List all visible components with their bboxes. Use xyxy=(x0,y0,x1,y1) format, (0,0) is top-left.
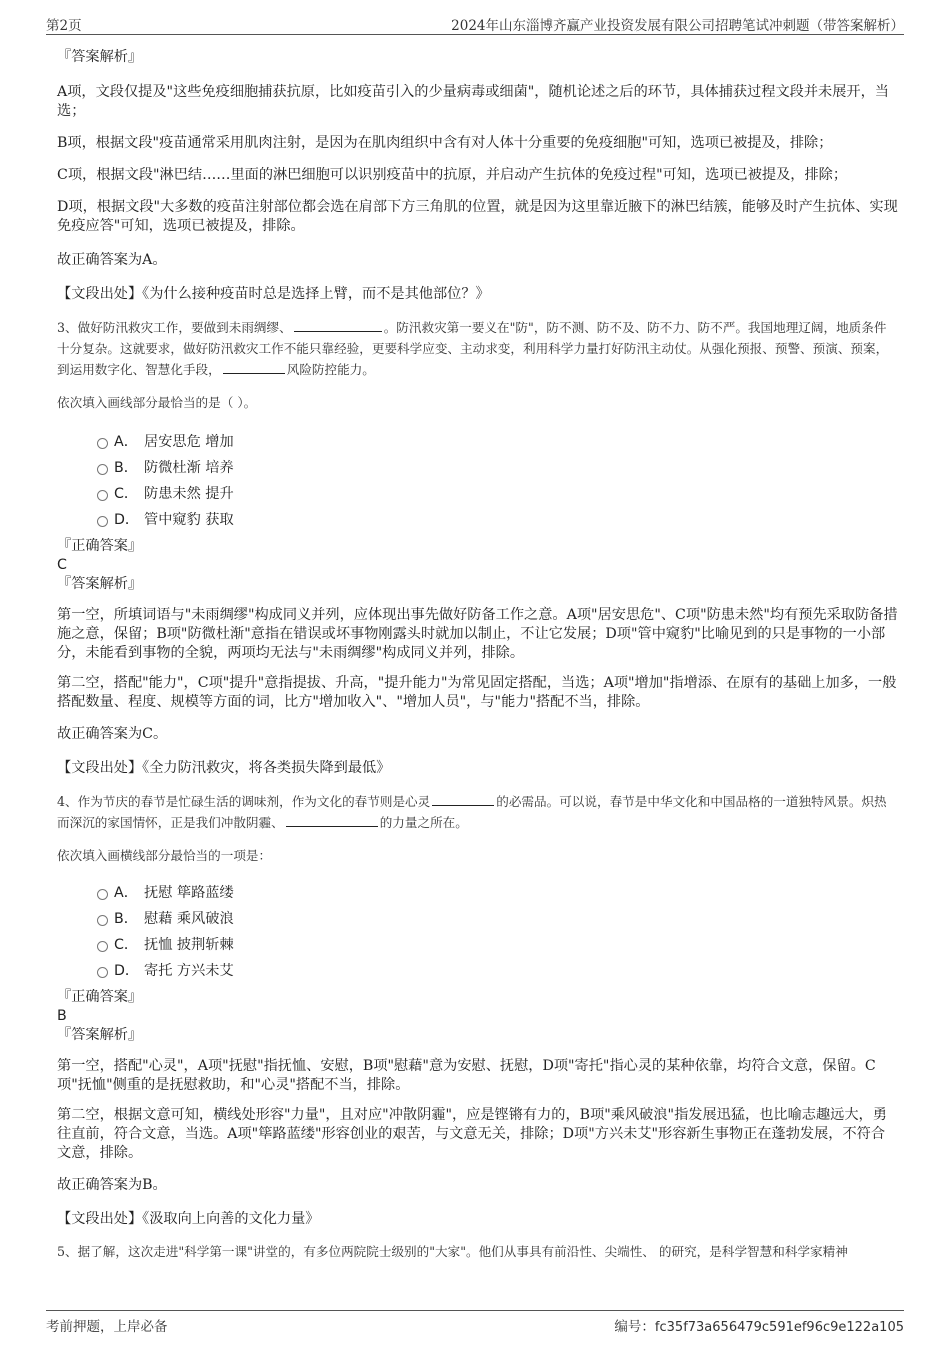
q4-prompt: 依次填入画横线部分最恰当的一项是： xyxy=(57,848,272,863)
q5-stem: 5、据了解，这次走进"科学第一课"讲堂的，有多位两院院士级别的"大家"。他们从事具有前沿性、尖端性、 的研究，是科学智慧和科学家精神 xyxy=(57,1244,848,1259)
q4-options xyxy=(57,880,899,984)
q3-answer-title: 『正确答案』 xyxy=(57,538,143,554)
q2-analysis-c: C项，根据文段"淋巴结……里面的淋巴细胞可以识别疫苗中的抗原，并启动产生抗体的免疫过程"可知，选项已被提及，排除； xyxy=(57,167,848,183)
q4-option-a[interactable]: A． 抚慰 筚路蓝缕 xyxy=(57,880,899,906)
q3-answer: C xyxy=(57,557,67,573)
q4-option-d[interactable]: D． 寄托 方兴未艾 xyxy=(57,958,899,984)
page-number: 第2页 xyxy=(46,18,82,34)
q3-option-d[interactable]: D． 管中窥豹 获取 xyxy=(57,507,899,533)
q3-analysis-p2: 第二空，搭配"能力"，C项"提升"意指提拔、升高，"提升能力"为常见固定搭配，当选；A项"增加"指增添、在原有的基础上加多，一般搭配数量、程度、规模等方面的词，比方"增加收入"、"增加人员"，与"能力"搭配不当，排除。 xyxy=(57,675,897,710)
q3-stem-part1: 3、做好防汛救灾工作，要做到未雨绸缪、 xyxy=(57,320,292,335)
q3-conclusion: 故正确答案为C。 xyxy=(57,726,168,742)
page-footer xyxy=(46,1310,904,1335)
q3-prompt: 依次填入画线部分最恰当的是（ ）。 xyxy=(57,395,257,410)
q3-blank-1 xyxy=(294,319,382,332)
q2-analysis-d: D项，根据文段"大多数的疫苗注射部位都会选在肩部下方三角肌的位置，就是因为这里靠近腋下的淋巴结簇，能够及时产生抗体、实现免疫应答"可知，选项已被提及，排除。 xyxy=(57,199,898,234)
q4-conclusion: 故正确答案为B。 xyxy=(57,1177,167,1193)
document-code: 编号：fc35f73a656479c591ef96c9e122a105 xyxy=(614,1319,904,1335)
radio-icon[interactable] xyxy=(97,889,108,900)
page-content xyxy=(57,42,899,1262)
q4-option-c[interactable]: C． 抚恤 披荆斩棘 xyxy=(57,932,899,958)
q3-options xyxy=(57,429,899,533)
document-title: 2024年山东淄博齐赢产业投资发展有限公司招聘笔试冲刺题（带答案解析） xyxy=(451,18,904,34)
q3-analysis-p1: 第一空，所填词语与"未雨绸缪"构成同义并列，应体现出事先做好防备工作之意。A项"居安思危"、C项"防患未然"均有预先采取防备措施之意，保留；B项"防微杜渐"意指在错误或坏事物刚露头时就加以制止，不让它发展；D项"管中窥豹"比喻见到的只是事物的一小部分，未能看到事物的全貌，两项均无法与"未雨绸缪"构成同义并列，排除。 xyxy=(57,607,898,661)
q2-conclusion: 故正确答案为A。 xyxy=(57,252,167,268)
q2-source: 【文段出处】《为什么接种疫苗时总是选择上臂，而不是其他部位？》 xyxy=(57,286,490,302)
q3-option-a[interactable]: A． 居安思危 增加 xyxy=(57,429,899,455)
q2-analysis-a: A项，文段仅提及"这些免疫细胞捕获抗原，比如疫苗引入的少量病毒或细菌"，随机论述之后的环节，具体捕获过程文段并未展开，当选； xyxy=(57,84,889,119)
radio-icon[interactable] xyxy=(97,941,108,952)
q4-blank-1 xyxy=(432,793,494,806)
radio-icon[interactable] xyxy=(97,490,108,501)
q4-option-b[interactable]: B． 慰藉 乘风破浪 xyxy=(57,906,899,932)
page-header xyxy=(46,12,904,35)
q4-analysis-p2: 第二空，根据文意可知，横线处形容"力量"，且对应"冲散阴霾"，应是铿锵有力的，B项"乘风破浪"指发展迅猛，也比喻志趣远大，勇往直前，符合文意，当选。A项"筚路蓝缕"形容创业的艰苦，与文意无关，排除；D项"方兴未艾"形容新生事物正在蓬勃发展，不符合文意，排除。 xyxy=(57,1107,887,1161)
q3-stem-part3: 风险防控能力。 xyxy=(286,362,375,377)
radio-icon[interactable] xyxy=(97,464,108,475)
q4-answer-title: 『正确答案』 xyxy=(57,989,143,1005)
q3-option-b[interactable]: B． 防微杜渐 培养 xyxy=(57,455,899,481)
q3-analysis-title: 『答案解析』 xyxy=(57,576,143,592)
q2-analysis-title: 『答案解析』 xyxy=(57,49,143,65)
radio-icon[interactable] xyxy=(97,438,108,449)
q4-answer: B xyxy=(57,1008,67,1024)
q3-blank-2 xyxy=(223,361,285,374)
q3-stem xyxy=(57,317,899,380)
q2-analysis-b: B项，根据文段"疫苗通常采用肌肉注射，是因为在肌肉组织中含有对人体十分重要的免疫细胞"可知，选项已被提及，排除； xyxy=(57,135,833,151)
q3-option-c[interactable]: C． 防患未然 提升 xyxy=(57,481,899,507)
footer-slogan: 考前押题，上岸必备 xyxy=(46,1319,168,1335)
radio-icon[interactable] xyxy=(97,967,108,978)
q3-source: 【文段出处】《全力防汛救灾，将各类损失降到最低》 xyxy=(57,760,391,776)
q4-source: 【文段出处】《汲取向上向善的文化力量》 xyxy=(57,1211,320,1227)
q4-analysis-p1: 第一空，搭配"心灵"，A项"抚慰"指抚恤、安慰，B项"慰藉"意为安慰、抚慰，D项"寄托"指心灵的某种依靠，均符合文意，保留。C项"抚恤"侧重的是抚慰救助，和"心灵"搭配不当，排除。 xyxy=(57,1058,876,1093)
q4-stem: 4、作为节庆的春节是忙碌生活的调味剂，作为文化的春节则是心灵 的必需品。可以说，春节是中华文化和中国品格的一道独特风景。炽热而深沉的家国情怀，正是我们冲散阴霾、 的力量之所在。 xyxy=(57,794,887,830)
radio-icon[interactable] xyxy=(97,915,108,926)
q4-analysis-title: 『答案解析』 xyxy=(57,1027,143,1043)
radio-icon[interactable] xyxy=(97,516,108,527)
q3-stem-part2: 。防汛救灾第一要义在"防"，防不测、防不及、防不力、防不严。我国地理辽阔，地质条件十分复杂。这就要求，做好防汛救灾工作不能只靠经验，更要科学应变、主动求变，利用科学力量打好防汛主动仗。从强化预报、预警、预演、预案，到运用数字化、智慧化手段， xyxy=(57,320,889,377)
q4-blank-2 xyxy=(286,814,378,827)
